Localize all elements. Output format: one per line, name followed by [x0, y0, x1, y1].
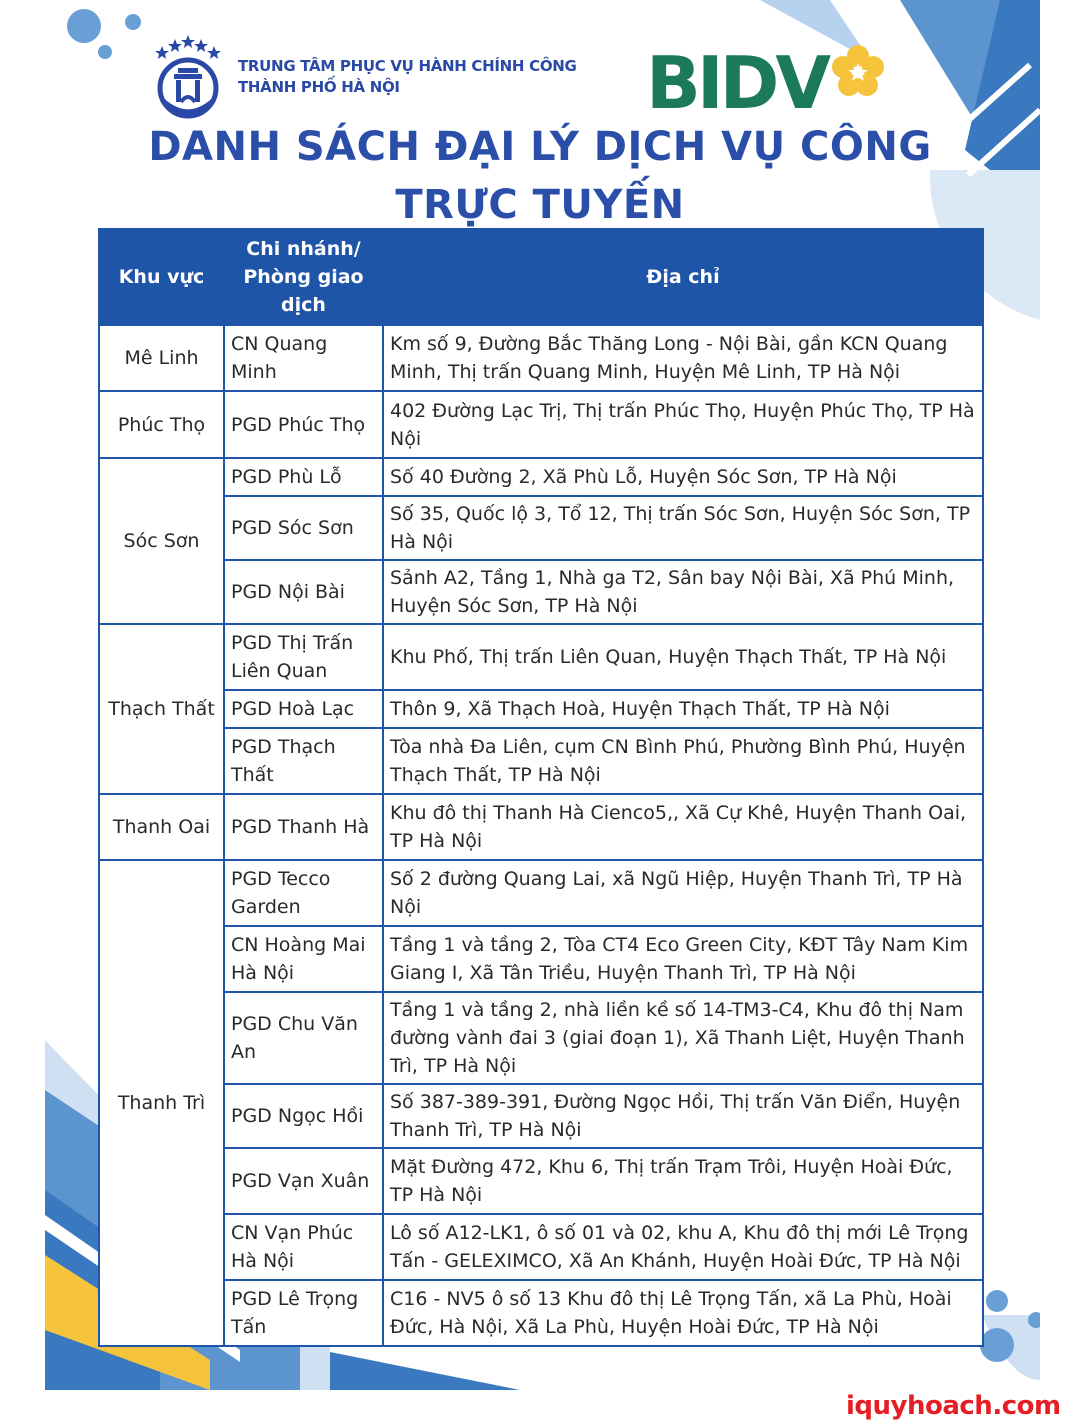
address-cell: Khu Phố, Thị trấn Liên Quan, Huyện Thạch Thất, TP Hà Nội	[383, 624, 983, 690]
branch-cell: PGD Sóc Sơn	[224, 496, 383, 560]
area-cell: Thanh Oai	[99, 794, 224, 860]
address-cell: C16 - NV5 ô số 13 Khu đô thị Lê Trọng Tấn, xã La Phù, Hoài Đức, Hà Nội, Xã La Phù, Huyện Hoài Đức, TP Hà Nội	[383, 1280, 983, 1346]
column-header-branch	[224, 229, 383, 325]
area-cell: Phúc Thọ	[99, 391, 224, 458]
table-row	[99, 926, 983, 992]
address-cell: Lô số A12-LK1, ô số 01 và 02, khu A, Khu đô thị mới Lê Trọng Tấn - GELEXIMCO, Xã An Khánh, Huyện Hoài Đức, TP Hà Nội	[383, 1214, 983, 1280]
address-cell: Số 35, Quốc lộ 3, Tổ 12, Thị trấn Sóc Sơn, Huyện Sóc Sơn, TP Hà Nội	[383, 496, 983, 560]
branch-cell: PGD Phù Lỗ	[224, 458, 383, 496]
table-row	[99, 624, 983, 690]
top-left-dots	[67, 9, 141, 59]
bottom-right-shapes	[980, 1290, 1044, 1380]
area-cell: Mê Linh	[99, 325, 224, 391]
table-row	[99, 458, 983, 496]
address-cell: Số 387-389-391, Đường Ngọc Hồi, Thị trấn Văn Điển, Huyện Thanh Trì, TP Hà Nội	[383, 1084, 983, 1148]
bidv-logo	[646, 42, 886, 118]
branch-cell: CN Hoàng Mai Hà Nội	[224, 926, 383, 992]
address-cell: 402 Đường Lạc Trị, Thị trấn Phúc Thọ, Huyện Phúc Thọ, TP Hà Nội	[383, 391, 983, 458]
area-cell: Thạch Thất	[99, 624, 224, 794]
branch-cell: PGD Vạn Xuân	[224, 1148, 383, 1214]
column-header-branch-line1: Chi nhánh/	[246, 238, 361, 260]
column-header-branch-line2: Phòng giao	[243, 266, 364, 288]
table-header-row	[99, 229, 983, 325]
branch-cell: PGD Lê Trọng Tấn	[224, 1280, 383, 1346]
column-header-area: Khu vực	[99, 229, 224, 325]
area-cell: Thanh Trì	[99, 860, 224, 1346]
address-cell: Km số 9, Đường Bắc Thăng Long - Nội Bài, gần KCN Quang Minh, Thị trấn Quang Minh, Huyện Mê Linh, TP Hà Nội	[383, 325, 983, 391]
agents-table	[98, 228, 984, 1347]
page-title	[0, 118, 1067, 234]
table-row	[99, 325, 983, 391]
branch-cell: PGD Hoà Lạc	[224, 690, 383, 728]
branch-cell: PGD Ngọc Hồi	[224, 1084, 383, 1148]
table-row	[99, 1214, 983, 1280]
address-cell: Tòa nhà Đa Liên, cụm CN Bình Phú, Phường Bình Phú, Huyện Thạch Thất, TP Hà Nội	[383, 728, 983, 794]
table-row	[99, 992, 983, 1084]
table-row	[99, 794, 983, 860]
address-cell: Tầng 1 và tầng 2, nhà liền kề số 14-TM3-C4, Khu đô thị Nam đường vành đai 3 (giai đoạn 1), Xã Thanh Liệt, Huyện Thanh Trì, TP Hà Nội	[383, 992, 983, 1084]
table-row	[99, 690, 983, 728]
address-cell: Sảnh A2, Tầng 1, Nhà ga T2, Sân bay Nội Bài, Xã Phú Minh, Huyện Sóc Sơn, TP Hà Nội	[383, 560, 983, 624]
column-header-branch-line3: dịch	[281, 294, 326, 316]
table-row	[99, 728, 983, 794]
organization-name-line2: THÀNH PHỐ HÀ NỘI	[238, 78, 400, 96]
branch-cell: CN Quang Minh	[224, 325, 383, 391]
table-row	[99, 1148, 983, 1214]
branch-cell: PGD Chu Văn An	[224, 992, 383, 1084]
page-title-line2: TRỰC TUYẾN	[395, 182, 685, 228]
table-row	[99, 860, 983, 926]
branch-cell: PGD Thị Trấn Liên Quan	[224, 624, 383, 690]
column-header-address: Địa chỉ	[383, 229, 983, 325]
table-row	[99, 1084, 983, 1148]
table-row	[99, 1280, 983, 1346]
address-cell: Mặt Đường 472, Khu 6, Thị trấn Trạm Trôi, Huyện Hoài Đức, TP Hà Nội	[383, 1148, 983, 1214]
bidv-flower-icon	[832, 45, 884, 96]
branch-cell: PGD Thạch Thất	[224, 728, 383, 794]
organization-name	[238, 56, 577, 98]
address-cell: Tầng 1 và tầng 2, Tòa CT4 Eco Green City, KĐT Tây Nam Kim Giang I, Xã Tân Triều, Huyện Thanh Trì, TP Hà Nội	[383, 926, 983, 992]
organization-name-line1: TRUNG TÂM PHỤC VỤ HÀNH CHÍNH CÔNG	[238, 57, 577, 75]
table-row	[99, 391, 983, 458]
page-title-line1: DANH SÁCH ĐẠI LÝ DỊCH VỤ CÔNG	[148, 124, 932, 170]
branch-cell: CN Vạn Phúc Hà Nội	[224, 1214, 383, 1280]
hanoi-center-emblem-icon	[148, 34, 228, 120]
bidv-logo-text: BIDV	[646, 42, 828, 118]
address-cell: Khu đô thị Thanh Hà Cienco5,, Xã Cự Khê, Huyện Thanh Oai, TP Hà Nội	[383, 794, 983, 860]
address-cell: Thôn 9, Xã Thạch Hoà, Huyện Thạch Thất, TP Hà Nội	[383, 690, 983, 728]
branch-cell: PGD Phúc Thọ	[224, 391, 383, 458]
branch-cell: PGD Tecco Garden	[224, 860, 383, 926]
table-row	[99, 560, 983, 624]
address-cell: Số 2 đường Quang Lai, xã Ngũ Hiệp, Huyện Thanh Trì, TP Hà Nội	[383, 860, 983, 926]
watermark: iquyhoach.com	[846, 1391, 1061, 1421]
table-row	[99, 496, 983, 560]
address-cell: Số 40 Đường 2, Xã Phù Lỗ, Huyện Sóc Sơn, TP Hà Nội	[383, 458, 983, 496]
branch-cell: PGD Thanh Hà	[224, 794, 383, 860]
branch-cell: PGD Nội Bài	[224, 560, 383, 624]
area-cell: Sóc Sơn	[99, 458, 224, 624]
